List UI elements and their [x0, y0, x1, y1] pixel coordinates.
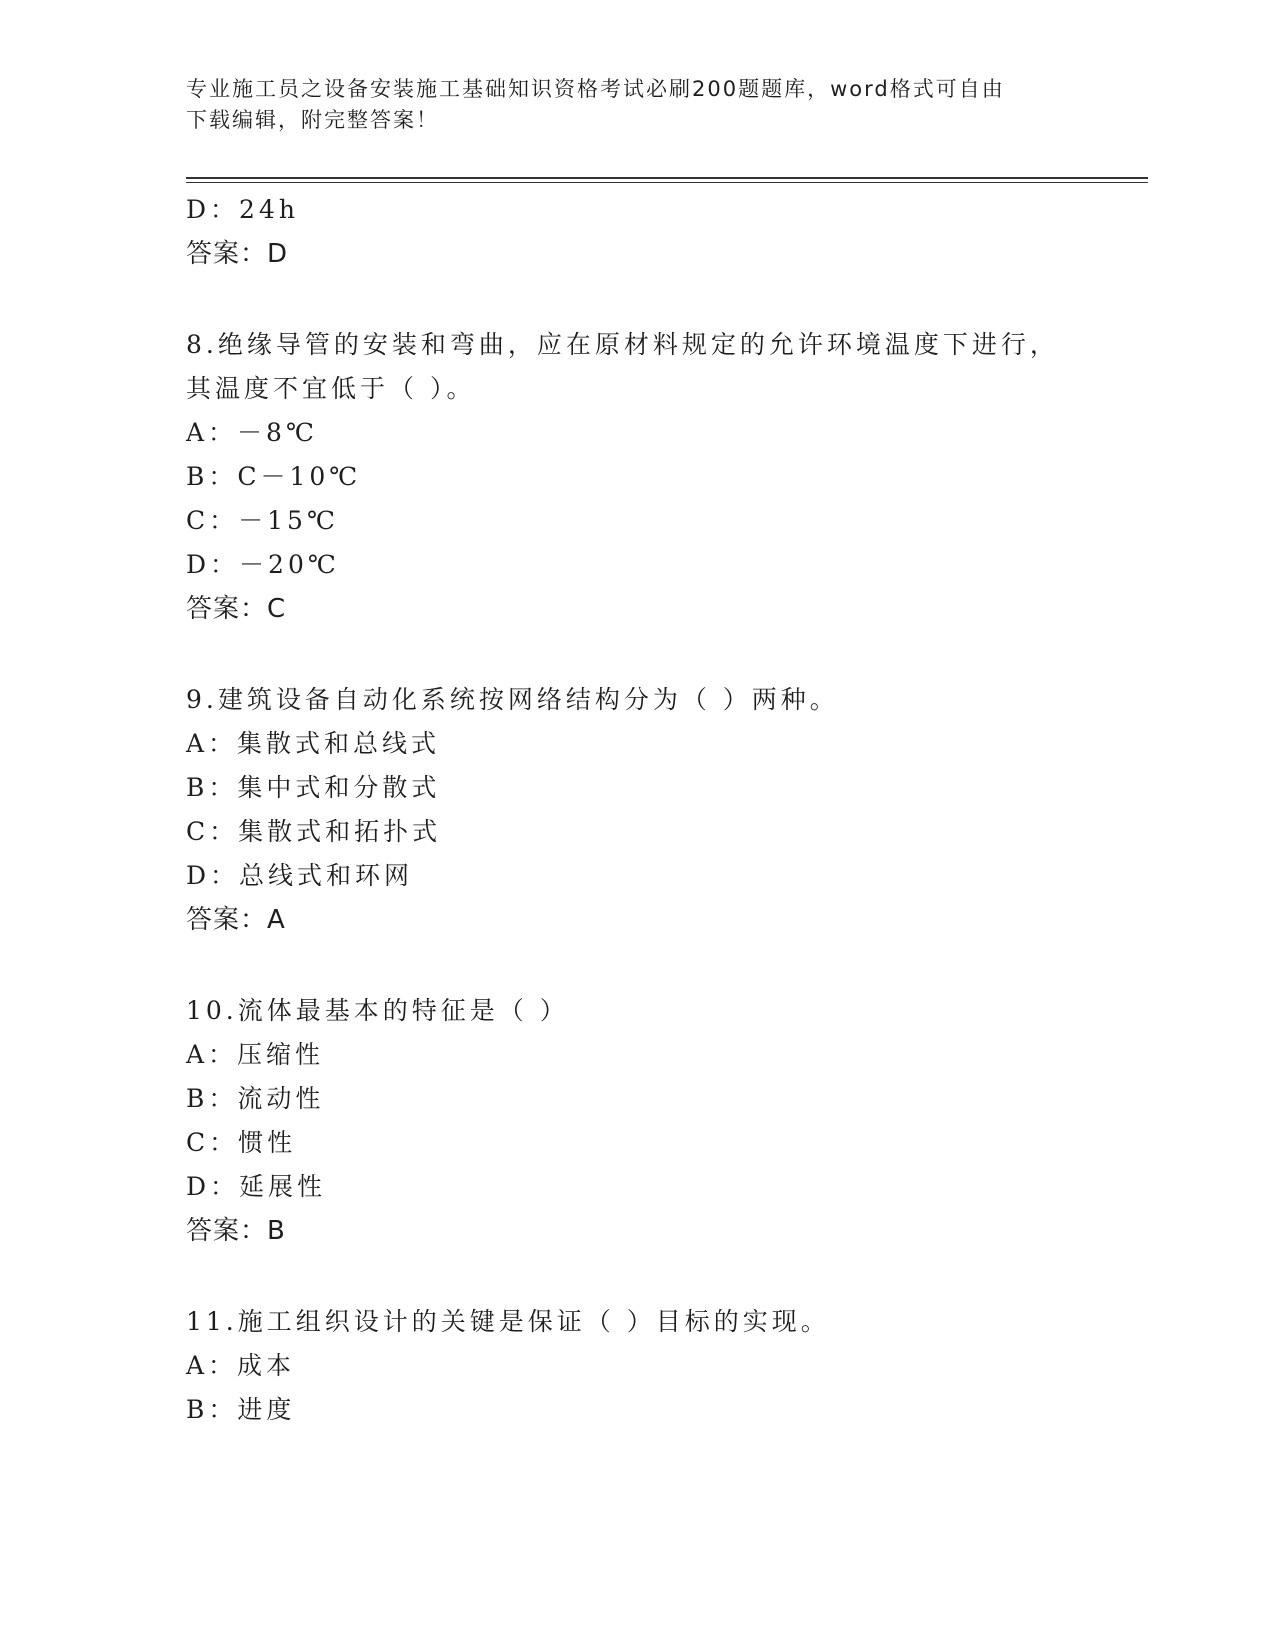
header-divider-thick [186, 177, 1148, 179]
q8-stem-line-2: 其温度不宜低于（ ）。 [186, 374, 476, 403]
q9-answer: 答案：A [186, 905, 286, 935]
q11-option-a: A：成本 [186, 1351, 296, 1380]
q8-option-a: A：－8℃ [186, 418, 318, 447]
q8-option-b: B：C－10℃ [186, 462, 362, 491]
q11-option-b: B：进度 [186, 1395, 296, 1424]
header-divider-thin [186, 182, 1148, 183]
q8-option-c: C：－15℃ [186, 506, 339, 535]
q10-option-c: C：惯性 [186, 1128, 297, 1157]
q8-answer: 答案：C [186, 594, 287, 624]
q10-option-b: B：流动性 [186, 1084, 325, 1113]
q9-option-c: C：集散式和拓扑式 [186, 817, 442, 846]
q7-answer: 答案：D [186, 239, 289, 269]
q11-stem: 11.施工组织设计的关键是保证（ ）目标的实现。 [186, 1307, 830, 1336]
q8-stem-line-1: 8.绝缘导管的安装和弯曲，应在原材料规定的允许环境温度下进行， [186, 330, 1059, 359]
q9-option-b: B：集中式和分散式 [186, 773, 441, 802]
q9-option-a: A：集散式和总线式 [186, 729, 441, 758]
header-line-1: 专业施工员之设备安装施工基础知识资格考试必刷200题题库，word格式可自由 [186, 77, 1005, 101]
header-line-2: 下载编辑，附完整答案！ [186, 108, 439, 132]
q10-answer: 答案：B [186, 1216, 286, 1246]
q7-option-d: D：24h [186, 195, 299, 224]
q9-stem: 9.建筑设备自动化系统按网络结构分为（ ）两种。 [186, 685, 839, 714]
document-header [186, 74, 1086, 136]
q8-option-d: D：－20℃ [186, 550, 340, 579]
q10-option-d: D：延展性 [186, 1172, 327, 1201]
q9-option-d: D：总线式和环网 [186, 861, 414, 890]
q10-option-a: A：压缩性 [186, 1040, 325, 1069]
q10-stem: 10.流体最基本的特征是（ ） [186, 996, 569, 1025]
